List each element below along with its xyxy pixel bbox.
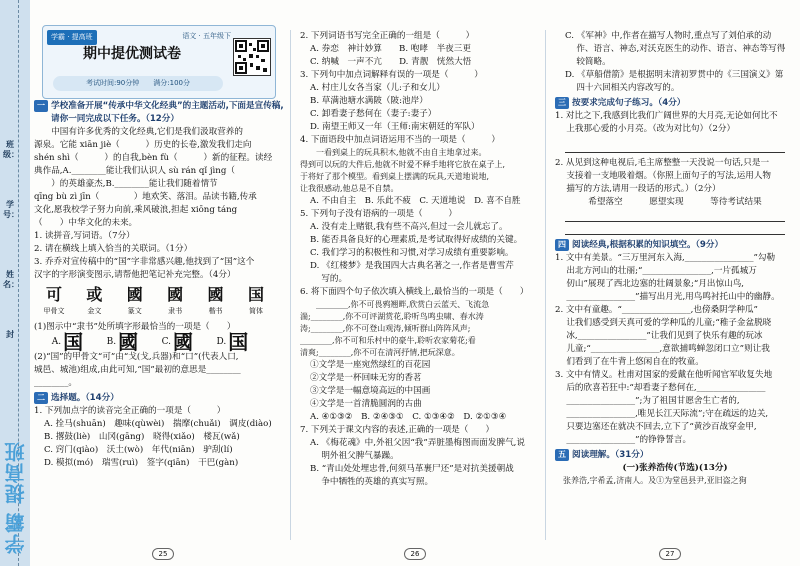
answer-option[interactable]: B. 草满池塘水满陂（陂:池岸） [310, 96, 428, 106]
fill-line: ________________”;为了祖国甘愿舍生亡者的, [555, 396, 740, 406]
answer-option[interactable]: C. 我们学习的积极性和习惯,对学习成绩有重要影响。 [310, 248, 514, 258]
exam-info: 考试时间:90分钟 满分:100分 [53, 76, 223, 91]
word-choice: 希望落空 [588, 197, 623, 207]
section-number: 二 [34, 392, 48, 404]
passage-line: 中国有许多优秀的文化经典,它们是我们汲取营养的 [34, 127, 243, 137]
column-1 [34, 0, 284, 566]
section-5-title [555, 449, 795, 462]
fill-line: 后的欣喜若狂中:“却看妻子愁何在,________________ [555, 383, 766, 393]
passage-line: ）的英雄豪杰,B.________能让我们随着情节 [34, 179, 218, 189]
answer-option[interactable]: A. 券恋 神计妙算 B. 咆哮 半夜三更 [310, 44, 471, 54]
quote-line: 于将好了那个模型。看到桌上摆满的玩具,天道地说地, [300, 172, 490, 181]
section-4-title [555, 239, 795, 252]
question: 上我那心爱的小月亮。（改为对比句）（2分） [555, 124, 736, 134]
grade-label: 语文 · 五年级下 [182, 32, 231, 40]
quote-line: 清爽;________,你不可在清河抒情,把玩深意。 [300, 348, 460, 357]
answer-option: 明外祖父脾气暴躁。 [310, 451, 399, 461]
fill-line: ________________”描写出月光,用鸟鸣衬托山中的幽静。 [555, 292, 780, 302]
binding-strip [0, 0, 30, 566]
column-3 [555, 0, 795, 566]
quote-line: 一看到桌上的玩具积木,他就不由自主地拿过来。 [300, 148, 487, 157]
fill-line: 仞山”展现了西北边塞的壮阔景象;“月出惊山鸟, [555, 279, 745, 289]
page-number: 25 [152, 548, 174, 560]
answer-option[interactable]: B. “青山处处埋忠骨,何须马革裹尸还”是对抗美援朝战 [310, 464, 514, 474]
reading-line: 张养浩,字希孟,济南人。及①为堂邑县尹,亚旧盗之狗 [555, 476, 747, 485]
answer-option[interactable]: B. 撂鼓(liè) 山冈(gāng) 晓得(xiǎo) 楼瓦(wǎ) [44, 432, 240, 442]
section-3-title [555, 97, 795, 110]
answer-option[interactable]: D. 南望王师又一年（王师:南宋朝廷的军队） [310, 122, 480, 132]
section-title: 学校准备开展“传承中华文化经典”的主题活动,下面是宣传稿,请你一同完成以下任务。（12分） [51, 101, 284, 124]
answer-option[interactable]: C. 卸看妻子愁何在（妻子:妻子） [310, 109, 437, 119]
evolution-item: 國 篆文 [126, 285, 143, 315]
passage-line: （ ）中华文化的未来。 [34, 218, 138, 228]
question: 2. 下列词语书写完全正确的一组是（ ） [300, 31, 475, 41]
fill-line: 们看到了在牛背上悠闲自在的牧童。 [555, 357, 704, 367]
question: 1. 下列加点字的读音完全正确的一项是（ ） [34, 406, 226, 416]
answer-line[interactable] [565, 142, 785, 153]
quote-line: 涛;________,你不可登山观涛,倾听群山阵阵风声; [300, 324, 471, 333]
list-item: ①文学是一座宛然绿红的百花园 [310, 360, 431, 370]
section-title: 阅读理解。（31分） [572, 450, 649, 460]
question: 1. 读拼音,写词语。（7分） [34, 231, 135, 241]
question: 6. 将下面四个句子依次填入横线上,最恰当的一项是（ ） [300, 287, 529, 297]
question: (1)图示中“隶书”处所填字形最恰当的一项是（ ） [34, 322, 236, 332]
fill-line: 2. 文中有童趣。“________________,也傍桑阴学种瓜” [555, 305, 758, 315]
word-choices [575, 196, 775, 209]
answer-option: 作、语言、神态,对沃克医生的动作、语言、神态等写得 [565, 44, 786, 54]
answer-option[interactable]: A. 村庄儿女各当家（儿:子和女儿） [310, 83, 445, 93]
evolution-item: 或 金文 [86, 285, 103, 315]
column-divider [290, 30, 291, 540]
quote-line: 湍;________,你不可评湖赏花,聆听鸟鸣虫啸、春水涛 [300, 312, 484, 321]
quote-line: ________,你不可畏鸦翘畔,欣赏白云蓝天、飞流急 [300, 300, 490, 309]
passage-line: 源泉。它能 xiān jiè（ ）历史的长卷,激发我们走向 [34, 140, 252, 150]
passage-line: qīng bù zì jīn（ ）地欢笑、落泪。品读书籍,传承 [34, 192, 257, 202]
option-c[interactable]: C. 國 [161, 330, 193, 354]
fill-line: ________________,唯见长江天际流”;守在疏远的边关, [555, 409, 769, 419]
column-2 [300, 0, 530, 566]
character-evolution [40, 285, 270, 318]
list-item: ③文学是一幅意境高远的中国画 [310, 386, 431, 396]
name-label: 姓名： [3, 270, 19, 289]
fill-line: 1. 文中有美景。“三万里河东入海,________________”勾勒 [555, 253, 776, 263]
fill-line: 儿童;“________________,意欲捕鸣蝉忽闭口立”则让我 [555, 344, 770, 354]
option-d[interactable]: D. 国 [216, 330, 249, 354]
brand-logo: 学霸 提高班 [4, 441, 28, 554]
answer-option: 争中牺牲的英雄的真实写照。 [310, 477, 434, 487]
fill-line: ________________”的铮铮誓言。 [555, 435, 692, 445]
answer-option: 较简略。 [565, 57, 611, 67]
answer-option[interactable]: A. 拴马(shuān) 趣味(qùwèi) 揣摩(chuǎi) 调皮(diào) [44, 419, 272, 429]
question: 2. 从见到这种电视后,毛主席整整一天没说一句话,只是一 [555, 158, 770, 168]
question: 描写的方法,请用一段话的形式。）（2分） [555, 184, 721, 194]
question: 4. 下面语段中加点词语运用不当的一项是（ ） [300, 135, 500, 145]
page-number: 26 [404, 548, 426, 560]
section-number: 五 [555, 449, 569, 461]
answer-option[interactable]: C. 《军神》中,作者在描写人物时,重点写了刘伯承的动 [565, 31, 772, 41]
answer-option[interactable]: A. 没有走上赌银,我有些不高兴,但过一会儿就忘了。 [310, 222, 508, 232]
reading-subtitle: (一)张养浩传(节选)(13分) [622, 463, 728, 473]
answer-option[interactable]: C. 窍门(qiào) 沃土(wò) 年代(niān) 驴刮(lí) [44, 445, 233, 455]
section-title: 按要求完成句子练习。（4分） [572, 98, 686, 108]
evolution-item: 可 甲骨文 [43, 285, 65, 315]
fill-line: 出北方河山的壮丽;“________________,一片孤城万 [555, 266, 757, 276]
word-choice: 愿望实现 [649, 197, 684, 207]
question: 1. 对比之下,我感到比我们广阔世界的大月亮,无论如何比不 [555, 111, 778, 121]
list-item: ②文学是一杯回味无穷的香茗 [310, 373, 422, 383]
answer-line[interactable] [565, 213, 785, 222]
question: (2)“国”的甲骨文“可”由“戈(戈,兵器)和“口”(代表人口, [34, 352, 239, 362]
class-label: 班级： [3, 140, 19, 159]
fill-line: 让我们感受到天真可爱的学种瓜的儿童;“稚子金盆脱晓 [555, 318, 772, 328]
answer-option[interactable]: C. 纳喊 一声不亢 D. 青靓 恍然大悟 [310, 57, 472, 67]
series-tag: 学霸 · 提高班 [47, 30, 97, 45]
question: 7. 下列关于课文内容的表述,正确的一项是（ ） [300, 425, 495, 435]
passage-line: 文化,愿我校学子努力向前,乘风破浪,担起 xiōng táng [34, 205, 238, 215]
fill-line: 只要边塞还在就决不回去,立下了“黄沙百战穿金甲, [555, 422, 757, 432]
answer-option[interactable]: A. ④①③② B. ②④③① C. ①③④② D. ②①③④ [310, 412, 507, 422]
seal-label: 封 [6, 330, 14, 339]
question: 3. 乔乔对宣传稿中的“国”字非常感兴趣,他找到了“国”这个 [34, 257, 255, 267]
section-number: 四 [555, 239, 569, 251]
section-1 [34, 100, 284, 470]
evolution-item: 國 楷书 [207, 285, 224, 315]
passage-line: shén shì（ ）的自我,bèn fù（ ）新的征程。读经 [34, 153, 273, 163]
question: 汉字的字形演变图示,请帮他把笔记补充完整。（4分） [34, 270, 236, 280]
answer-option[interactable]: D. 模拟(mó) 瑞雪(ruì) 签字(qiān) 干巴(gàn) [44, 458, 239, 468]
section-number: 三 [555, 97, 569, 109]
option-b[interactable]: B. 國 [106, 330, 139, 354]
section-title: 阅读经典,根据积累的知识填空。（9分） [572, 240, 724, 250]
answer-option[interactable]: A. 《梅花魂》中,外祖父因“我”弄脏墨梅图而面发脾气,说 [310, 438, 525, 448]
answer-option: 写的。 [310, 274, 348, 284]
answer-option[interactable]: D. 《草船借箭》是根据明末清初罗贯中的《三国演义》第 [565, 70, 784, 80]
answer-option[interactable]: B. 能否具备良好的心理素质,是考试取得好成绩的关键。 [310, 235, 523, 245]
quote-line: ________,你不可和乐村中的豪牛,聆听农家菊花;看 [300, 336, 476, 345]
passage-line: 典作品,A.________能让我们认识人 sù rán qǐ jìng（ [34, 166, 253, 176]
section-2-title [34, 392, 284, 405]
column-divider [545, 30, 546, 540]
evolution-item: 国 简体 [247, 285, 264, 315]
answer-option[interactable]: D. 《红楼梦》是我国四大古典名著之一,作者是曹雪芹 [310, 261, 514, 271]
page-number: 27 [659, 548, 681, 560]
option-a[interactable]: A. 国 [51, 330, 84, 354]
answer-option[interactable]: A. 不由自主 B. 乐此不疲 C. 天道地说 D. 喜不自胜 [310, 196, 521, 206]
fill-line: 3. 文中有情义。杜甫对国家的爱戴在他听闻官军收复失地 [555, 370, 773, 380]
question: 3. 下列句中加点词解释有误的一项是（ ） [300, 70, 483, 80]
quote-line: 得到可以玩的大件后,他就不时爱不释手地将它放在桌子上, [300, 160, 506, 169]
section-number: 一 [34, 100, 48, 112]
question: 城邑、城池)组成,由此可知,“国”最初的意思是________ [34, 365, 241, 375]
evolution-item: 國 隶书 [167, 285, 184, 315]
question: ________。 [34, 378, 77, 388]
exam-header [42, 25, 276, 99]
qr-code-icon [233, 38, 271, 76]
answer-option: 四十六回相关内容改写的。 [565, 83, 680, 93]
page-title: 期中提优测试卷 [83, 46, 181, 62]
section-title: 选择题。（14分） [51, 393, 119, 403]
answer-line[interactable] [565, 226, 785, 235]
student-id-label: 学号： [3, 200, 19, 219]
list-item: ④文学是一首清脆圆润的古曲 [310, 399, 422, 409]
question: 支接着一支地吸着烟。（你照上面句子的写法,运用人物 [555, 171, 772, 181]
question: 2. 请在横线上填入恰当的关联词。（1分） [34, 244, 193, 254]
fill-line: 冰,________________”让我们见到了快乐有趣的玩冰 [555, 331, 763, 341]
glyph-options [40, 330, 260, 354]
word-choice: 等待考试结果 [710, 197, 762, 207]
quote-line: 让我很感动,他总是不自禁。 [300, 184, 399, 193]
question: 5. 下列句子没有语病的一项是（ ） [300, 209, 458, 219]
